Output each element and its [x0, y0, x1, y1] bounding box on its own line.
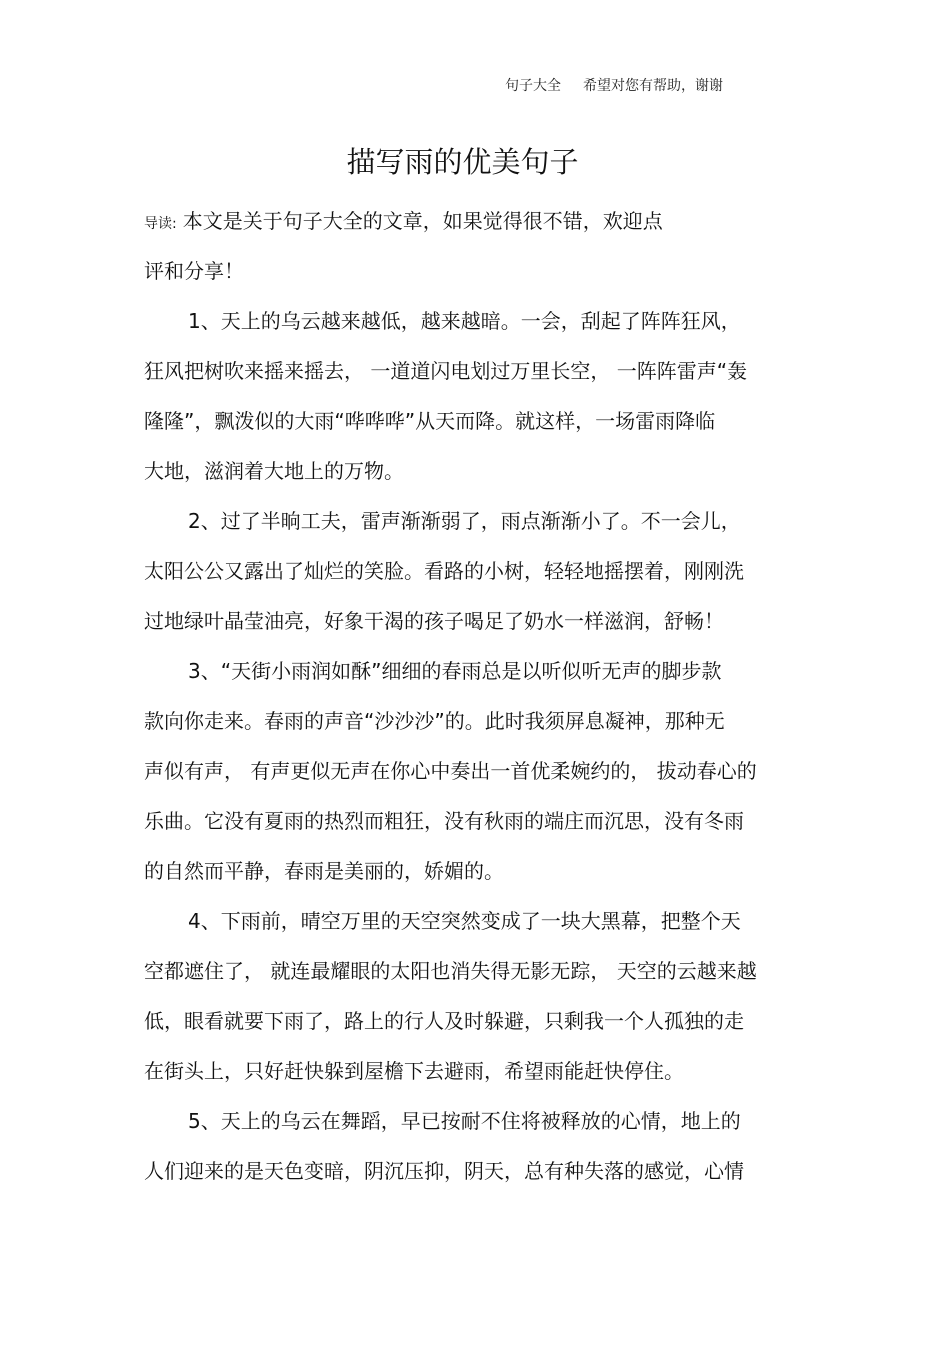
page-title: 描写雨的优美句子 [346, 145, 579, 179]
paragraph-line: 乐曲。它没有夏雨的热烈而粗狂，没有秋雨的端庄而沉思，没有冬雨 [144, 809, 744, 833]
paragraph-line: 大地，滋润着大地上的万物。 [144, 459, 404, 483]
paragraph-2 [144, 496, 809, 646]
paragraph-line: 1、天上的乌云越来越低，越来越暗。一会，刮起了阵阵狂风， [188, 309, 741, 333]
header-note: 希望对您有帮助，谢谢 [583, 78, 723, 94]
paragraph-line: 在街头上，只好赶快躲到屋檐下去避雨，希望雨能赶快停住。 [144, 1059, 684, 1083]
paragraph-line: 空都遮住了， 就连最耀眼的太阳也消失得无影无踪， 天空的云越来越 [144, 959, 757, 983]
paragraph-5 [144, 1096, 809, 1196]
lead-line: 导读: 本文是关于句子大全的文章，如果觉得很不错，欢迎点 [144, 209, 663, 233]
paragraph-line: 4、下雨前，晴空万里的天空突然变成了一块大黑幕，把整个天 [188, 909, 741, 933]
paragraph-line: 低，眼看就要下雨了，路上的行人及时躲避，只剩我一个人孤独的走 [144, 1009, 744, 1033]
paragraph-line: 狂风把树吹来摇来摇去， 一道道闪电划过万里长空， 一阵阵雷声“轰 [144, 359, 748, 383]
paragraph-line: 太阳公公又露出了灿烂的笑脸。看路的小树，轻轻地摇摆着，刚刚洗 [144, 559, 744, 583]
paragraph-line: 隆隆”，飘泼似的大雨“哗哗哗”从天而降。就这样，一场雷雨降临 [144, 409, 716, 433]
lead-label: 导读: [144, 216, 177, 232]
paragraph-line: 过地绿叶晶莹油亮，好象干渴的孩子喝足了奶水一样滋润，舒畅！ [144, 609, 724, 633]
page-header [505, 75, 723, 95]
paragraph-3 [144, 646, 809, 896]
paragraph-line: 3、“天街小雨润如酥”细细的春雨总是以听似听无声的脚步款 [188, 659, 722, 683]
paragraph-line: 2、过了半晌工夫，雷声渐渐弱了，雨点渐渐小了。不一会儿， [188, 509, 741, 533]
paragraph-line: 款向你走来。春雨的声音“沙沙沙”的。此时我须屏息凝神，那种无 [144, 709, 725, 733]
lead-paragraph [144, 196, 809, 296]
header-site-name: 句子大全 [505, 78, 561, 94]
lead-line: 评和分享！ [144, 259, 244, 283]
paragraph-line: 声似有声， 有声更似无声在你心中奏出一首优柔婉约的， 拔动春心的 [144, 759, 757, 783]
paragraph-line: 5、天上的乌云在舞蹈，早已按耐不住将被释放的心情，地上的 [188, 1109, 741, 1133]
paragraph-line: 人们迎来的是天色变暗，阴沉压抑，阴天，总有种失落的感觉，心情 [144, 1159, 744, 1183]
paragraph-line: 的自然而平静，春雨是美丽的，娇媚的。 [144, 859, 504, 883]
article-body [144, 196, 809, 1196]
paragraph-1 [144, 296, 809, 496]
paragraph-4 [144, 896, 809, 1096]
